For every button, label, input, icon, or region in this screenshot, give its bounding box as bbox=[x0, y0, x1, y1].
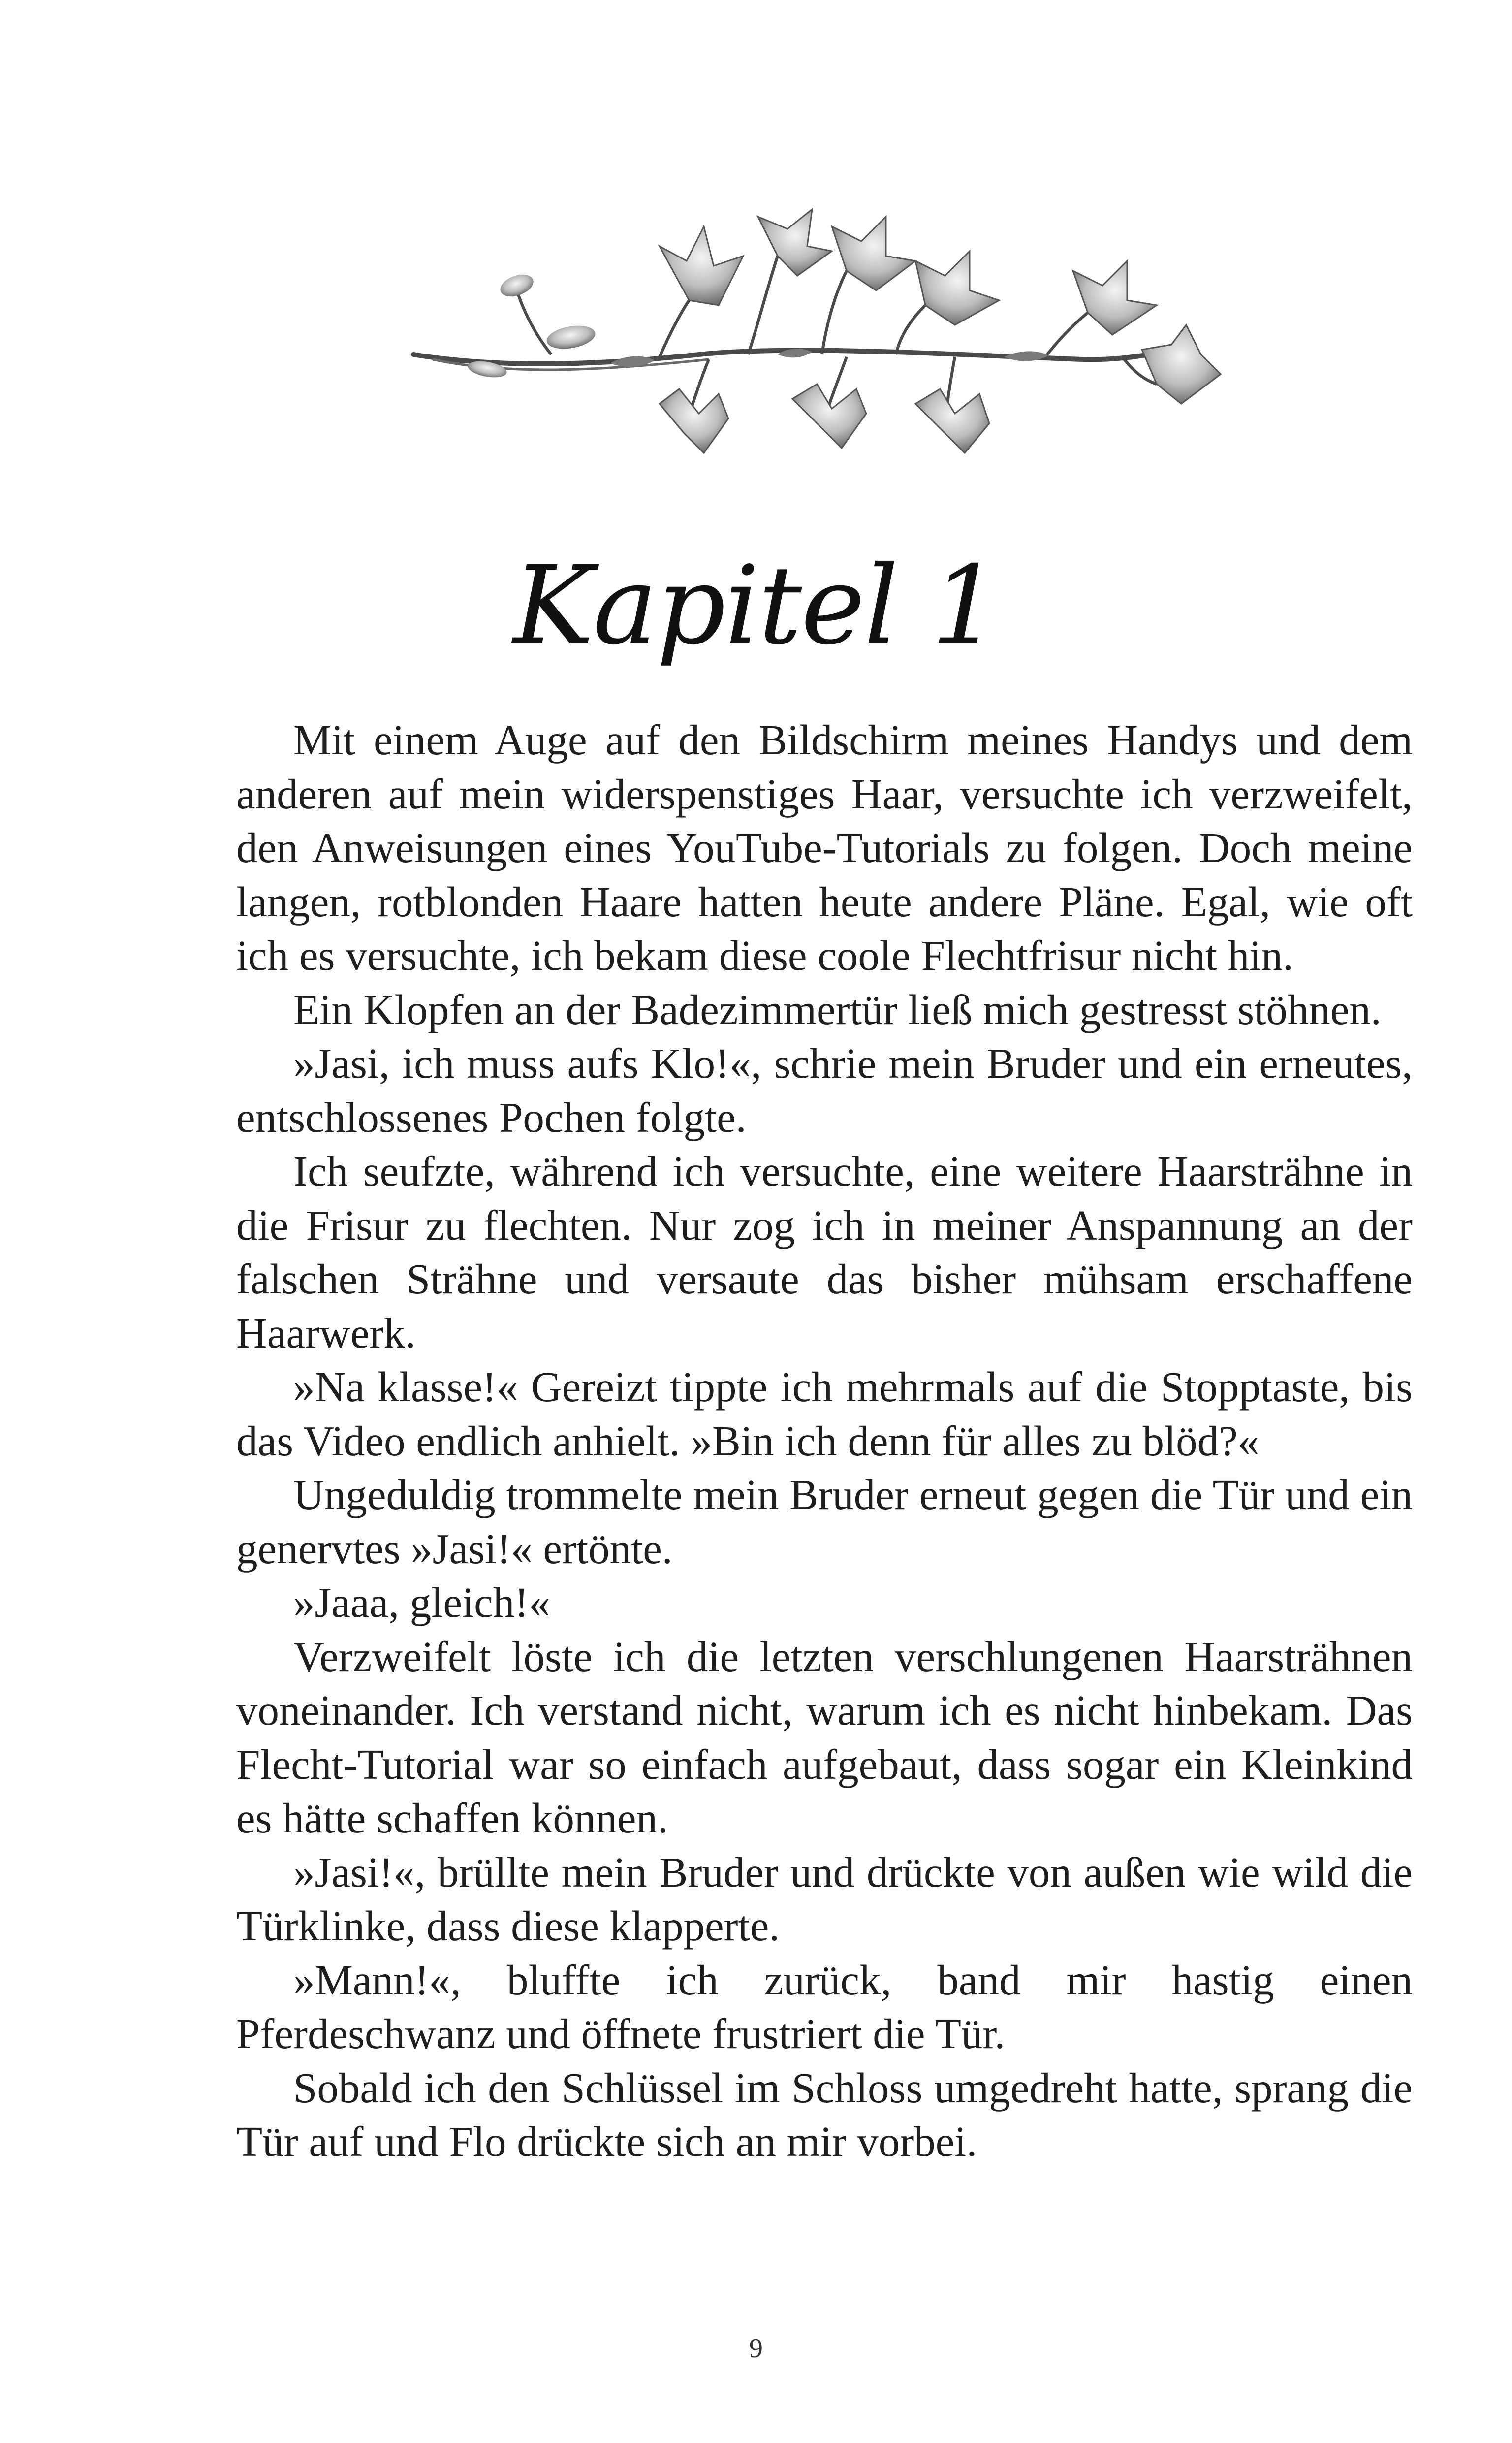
paragraph: »Jasi!«, brüllte mein Bruder und drückte von außen wie wild die Türklinke, dass diese klapperte. bbox=[236, 1848, 1413, 1950]
paragraph: Sobald ich den Schlüssel im Schloss umgedreht hatte, sprang die Tür auf und Flo drückte sich an mir vorbei. bbox=[236, 2063, 1413, 2165]
paragraph: Verzweifelt löste ich die letzten verschlungenen Haarsträhnen voneinander. Ich verstand nicht, warum ich es nicht hinbekam. Das Flecht-Tutorial war so einfach aufgebaut, dass sogar ein Kleinkind es hätte schaffen können. bbox=[236, 1632, 1413, 1842]
page-number: 9 bbox=[749, 2333, 763, 2364]
paragraph: Mit einem Auge auf den Bildschirm meines Handys und dem anderen auf mein widerspenstiges Haar, versuchte ich verzweifelt, den Anweisungen eines YouTube-Tutorials zu folgen. Doch meine langen, rotblonden Haare hatten heute andere Pläne. Egal, wie oft ich es versuchte, ich bekam diese coole Flechtfrisur nicht hin. bbox=[236, 716, 1413, 979]
paragraph: »Mann!«, bluffte ich zurück, band mir hastig einen Pferdeschwanz und öffnete frustriert die Tür. bbox=[236, 1956, 1413, 2057]
bellflower-branch-icon bbox=[404, 207, 1240, 502]
paragraph: »Jasi, ich muss aufs Klo!«, schrie mein Bruder und ein erneutes, entschlossenes Pochen folgte. bbox=[236, 1039, 1413, 1141]
paragraph: Ungeduldig trommelte mein Bruder erneut gegen die Tür und ein genervtes »Jasi!« ertönte. bbox=[236, 1471, 1413, 1573]
chapter-body bbox=[236, 713, 1413, 2169]
paragraph: »Jaaa, gleich!« bbox=[293, 1578, 550, 1626]
paragraph: Ich seufzte, während ich versuchte, eine weitere Haarsträhne in die Frisur zu flechten. Nur zog ich in meiner Anspannung an der falschen Strähne und versaute das bisher mühsam erschaffene Haarwerk. bbox=[236, 1147, 1413, 1357]
paragraph: Ein Klopfen an der Badezimmertür ließ mich gestresst stöhnen. bbox=[293, 985, 1382, 1033]
chapter-title: Kapitel 1 bbox=[513, 543, 999, 669]
paragraph: »Na klasse!« Gereizt tippte ich mehrmals auf die Stopptaste, bis das Video endlich anhielt. »Bin ich denn für alles zu blöd?« bbox=[236, 1363, 1413, 1465]
